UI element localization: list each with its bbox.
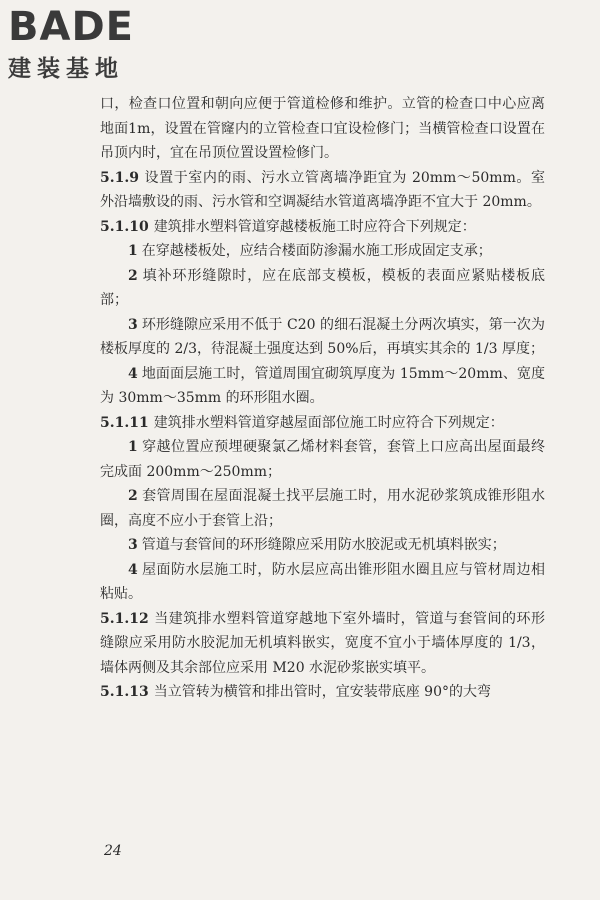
- item-number: 2: [128, 267, 138, 284]
- bade-logo: [8, 4, 178, 96]
- clause-text: 当建筑排水塑料管道穿越地下室外墙时，管道与套管间的环形缝隙应采用防水胶泥加无机填料嵌实，宽度不宜小于墙体厚度的 1/3，墙体两侧及其余部位应采用 M20 水泥砂浆嵌实填平。: [100, 610, 545, 676]
- clause-item: [100, 484, 545, 533]
- item-text: 填补环形缝隙时，应在底部支模板，模板的表面应紧贴楼板底部；: [100, 267, 545, 308]
- logo-wordmark: BADE: [8, 4, 134, 50]
- clause: [100, 607, 545, 681]
- item-text: 环形缝隙应采用不低于 C20 的细石混凝土分两次填实，第一次为楼板厚度的 2/3，待混凝土强度达到 50%后，再填实其余的 1/3 厚度；: [100, 316, 545, 357]
- clause-number: 5.1.11: [100, 414, 149, 431]
- logo-subtitle: 建装基地: [8, 56, 124, 82]
- clause-number: 5.1.10: [100, 218, 149, 235]
- clause-item: [100, 435, 545, 484]
- clause-number: 5.1.9: [100, 169, 139, 186]
- clause-list: [100, 166, 545, 705]
- clause-text: 建筑排水塑料管道穿越屋面部位施工时应符合下列规定：: [153, 414, 504, 431]
- item-text: 在穿越楼板处，应结合楼面防渗漏水施工形成固定支承；: [141, 243, 492, 259]
- item-number: 3: [128, 537, 138, 553]
- clause: [100, 411, 545, 436]
- clause-text: 设置于室内的雨、污水立管离墙净距宜为 20mm～50mm。室外沿墙敷设的雨、污水管和空调凝结水管道离墙净距不宜大于 20mm。: [100, 169, 545, 210]
- clause-item: [100, 558, 545, 607]
- page-number: 24: [104, 843, 122, 859]
- item-text: 屋面防水层施工时，防水层应高出锥形阻水圈且应与管材周边相粘贴。: [100, 561, 545, 602]
- item-number: 4: [128, 365, 138, 382]
- clause-item: [100, 313, 545, 362]
- clause-item: [100, 264, 545, 313]
- clause-number: 5.1.12: [100, 610, 149, 627]
- clause: [100, 215, 545, 240]
- clause-text: 当立管转为横管和排出管时，宜安装带底座 90°的大弯: [153, 684, 491, 700]
- item-number: 4: [128, 561, 138, 578]
- document-body: [100, 92, 545, 705]
- clause-item: [100, 362, 545, 411]
- clause: [100, 680, 545, 705]
- item-number: 1: [128, 243, 138, 259]
- clause-text: 建筑排水塑料管道穿越楼板施工时应符合下列规定：: [153, 218, 476, 235]
- item-text: 地面面层施工时，管道周围宜砌筑厚度为 15mm～20mm、宽度为 30mm～35mm 的环形阻水圈。: [100, 365, 545, 406]
- opening-paragraph: 口，检查口位置和朝向应便于管道检修和维护。立管的检查口中心应离地面1m，设置在管窿内的立管检查口宜设检修门；当横管检查口设置在吊顶内时，宜在吊顶位置设置检修门。: [100, 96, 545, 161]
- item-number: 1: [128, 439, 138, 455]
- item-number: 2: [128, 488, 138, 504]
- item-text: 穿越位置应预埋硬聚氯乙烯材料套管，套管上口应高出屋面最终完成面 200mm～250mm；: [100, 439, 545, 480]
- item-text: 管道与套管间的环形缝隙应采用防水胶泥或无机填料嵌实；: [141, 537, 506, 553]
- clause-number: 5.1.13: [100, 684, 149, 700]
- item-text: 套管周围在屋面混凝土找平层施工时，用水泥砂浆筑成锥形阻水圈，高度不应小于套管上沿；: [100, 488, 545, 529]
- clause-item: [100, 239, 545, 264]
- clause: [100, 166, 545, 215]
- item-number: 3: [128, 316, 138, 333]
- clause-item: [100, 533, 545, 558]
